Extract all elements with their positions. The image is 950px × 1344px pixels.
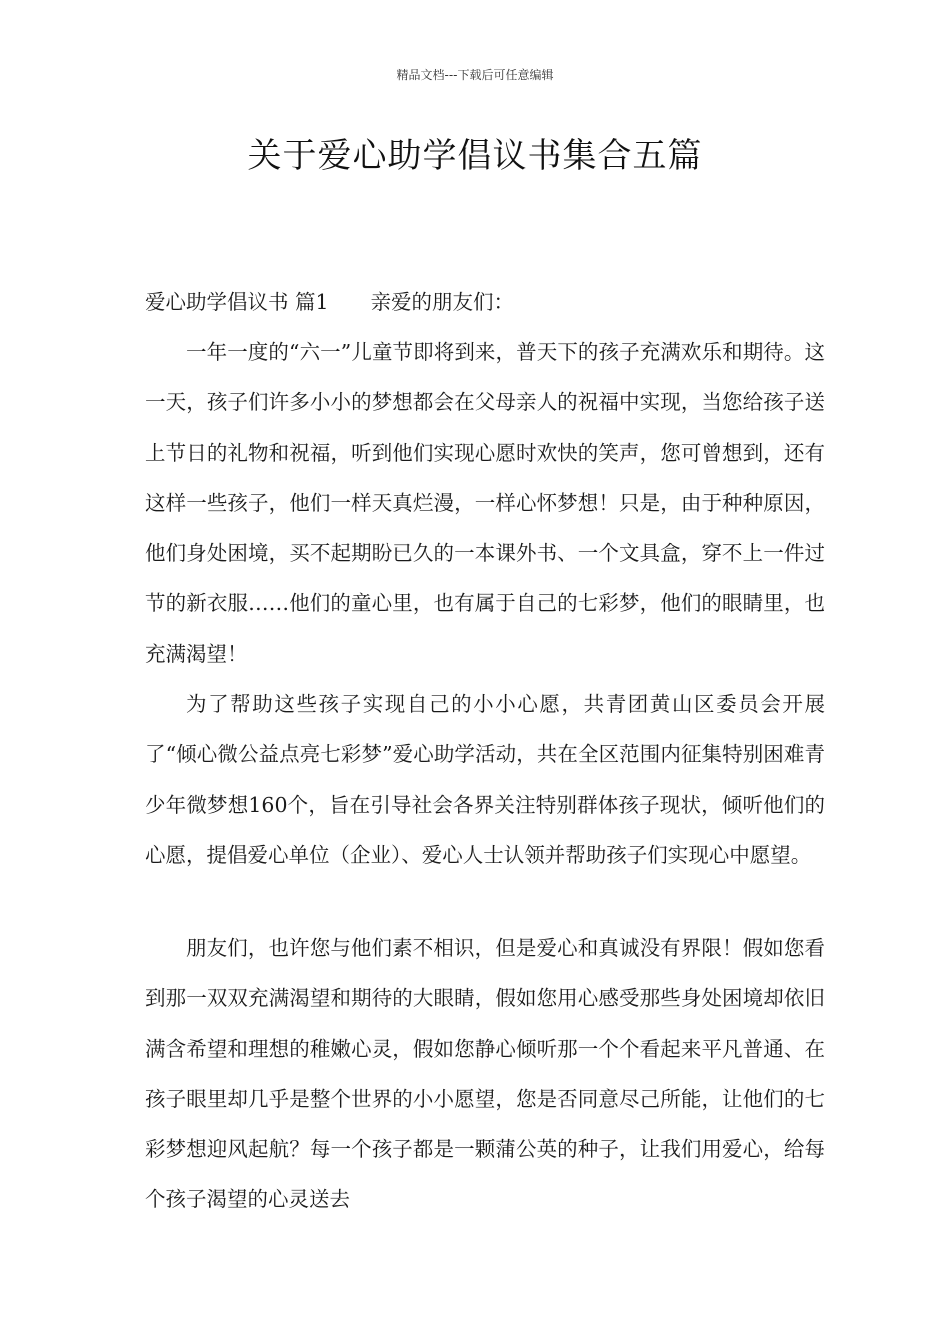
section-heading: 爱心助学倡议书 篇1: [145, 290, 329, 314]
body-text-block-2: [145, 923, 825, 1225]
paragraph-3: 朋友们，也许您与他们素不相识，但是爱心和真诚没有界限！假如您看到那一双双充满渴望和期待的大眼睛，假如您用心感受那些身处困境却依旧满含希望和理想的稚嫩心灵，假如您静心倾听那一个个看起来平凡普通、在孩子眼里却几乎是整个世界的小小愿望，您是否同意尽己所能，让他们的七彩梦想迎风起航？每一个孩子都是一颗蒲公英的种子，让我们用爱心，给每个孩子渴望的心灵送去: [145, 936, 825, 1212]
page-header-note: 精品文档---下载后可任意编辑: [396, 68, 554, 82]
paragraph-2: 为了帮助这些孩子实现自己的小小心愿，共青团黄山区委员会开展了“倾心微公益点亮七彩梦”爱心助学活动，共在全区范围内征集特别困难青少年微梦想160个，旨在引导社会各界关注特别群体孩子现状，倾听他们的心愿，提倡爱心单位（企业）、爱心人士认领并帮助孩子们实现心中愿望。: [145, 692, 825, 867]
paragraph-1: 一年一度的“六一”儿童节即将到来，普天下的孩子充满欢乐和期待。这一天，孩子们许多小小的梦想都会在父母亲人的祝福中实现，当您给孩子送上节日的礼物和祝福，听到他们实现心愿时欢快的笑声，您可曾想到，还有这样一些孩子，他们一样天真烂漫，一样心怀梦想！只是，由于种种原因，他们身处困境，买不起期盼已久的一本课外书、一个文具盒，穿不上一件过节的新衣服……他们的童心里，也有属于自己的七彩梦，他们的眼睛里，也充满渴望！: [145, 340, 825, 666]
salutation: 亲爱的朋友们：: [370, 290, 515, 314]
body-text-block: [145, 327, 825, 880]
section-heading-line: [145, 277, 825, 327]
document-title: 关于爱心助学倡议书集合五篇: [247, 136, 703, 176]
